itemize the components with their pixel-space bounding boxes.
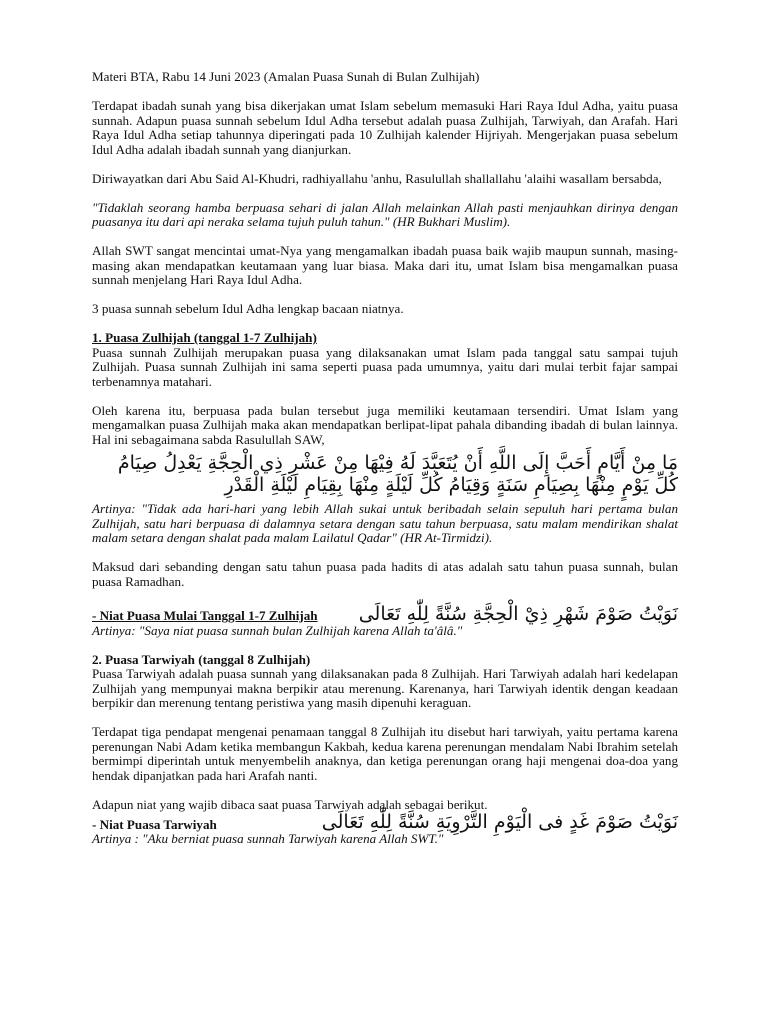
intro-paragraph-1: Terdapat ibadah sunah yang bisa dikerjakan umat Islam sebelum memasuki Hari Raya Idul Adha, yaitu puasa sunnah. Adapun puasa sunnah sebelum Idul Adha tersebut adalah puasa Zulhijah, Tarwiyah, dan Arafah. Hari Raya Idul Adha setiap tahunnya diperingati pada 10 Zulhijah kalender Hijriyah. Mengerjakan puasa sebelum Idul Adha adalah ibadah sunnah yang dianjurkan.: [92, 98, 678, 157]
section-1-paragraph-2: Oleh karena itu, berpuasa pada bulan tersebut juga memiliki keutamaan tersendiri. Umat Islam yang mengamalkan puasa Zulhijah maka akan mendapatkan berlipat-lipat pahala dibanding ibadah di bulan lainnya. Hal ini sebagaimana sabda Rasulullah SAW,: [92, 402, 678, 447]
section-1-heading: 1. Puasa Zulhijah (tanggal 1-7 Zulhijah): [92, 330, 317, 345]
section-1-translation: Artinya: "Tidak ada hari-hari yang lebih Allah sukai untuk beribadah selain sepuluh hari pertama bulan Zulhijah, satu hari berpuasa di dalamnya setara dengan satu tahun berpuasa, satu malam mendirikan shalat malam setara dengan shalat pada malam Lailatul Qadar" (HR At-Tirmidzi).: [92, 501, 678, 545]
section-2-paragraph-1: Puasa Tarwiyah adalah puasa sunnah yang dilaksanakan pada 8 Zulhijah. Hari Tarwiyah adalah hari kedelapan Zulhijah yang mempunyai makna berpikir atau merenung. Karenanya, hari Tarwiyah identik dengan keadaan berpikir dan merenung tentang peristiwa yang masih dipenuhi keraguan.: [92, 666, 678, 710]
section-2-paragraph-3: Adapun niat yang wajib dibaca saat puasa Tarwiyah adalah sebagai berikut.: [92, 796, 488, 812]
hadith-quote: "Tidaklah seorang hamba berpuasa sehari di jalan Allah melainkan Allah pasti menjauhkan dirinya dengan puasanya itu dari api neraka selama tujuh puluh tahun." (HR Bukhari Muslim).: [92, 199, 678, 229]
niat-tarwiyah-translation: Artinya : "Aku berniat puasa sunnah Tarwiyah karena Allah SWT.": [92, 831, 444, 846]
section-2-heading: 2. Puasa Tarwiyah (tanggal 8 Zulhijah): [92, 651, 311, 667]
niat-tarwiyah-arabic: نَوَيْتُ صَوْمَ غَدٍ فى الْيَوْمِ التَّرْوِيَةِ سُنَّةً لِلّٰهِ تَعَالَى: [321, 811, 678, 833]
document-title: Materi BTA, Rabu 14 Juni 2023 (Amalan Puasa Sunah di Bulan Zulhijah): [92, 69, 480, 84]
niat-zulhijah-arabic: نَوَيْتُ صَوْمَ شَهْرِ ذِيْ الْحِجَّةِ سُنَّةً لِلّٰهِ تَعَالَى: [358, 602, 678, 625]
document-page: [92, 70, 678, 847]
intro-paragraph-2: Diriwayatkan dari Abu Said Al-Khudri, radhiyallahu 'anhu, Rasulullah shallallahu 'alaihi wasallam bersabda,: [92, 170, 662, 186]
section-1-paragraph-3: Maksud dari sebanding dengan satu tahun puasa pada hadits di atas adalah satu tahun puasa sunnah, bulan puasa Ramadhan.: [92, 559, 678, 589]
niat-zulhijah-translation: Artinya: "Saya niat puasa sunnah bulan Zulhijah karena Allah ta'âlâ.": [92, 622, 463, 638]
section-1-paragraph-1: Puasa sunnah Zulhijah merupakan puasa yang dilaksanakan umat Islam pada tanggal satu sampai tujuh Zulhijah. Puasa sunnah Zulhijah ini sama seperti puasa pada umumnya, yaitu dari mulai terbit fajar sampai terbenamnya matahari.: [92, 344, 678, 389]
niat-zulhijah-heading: - Niat Puasa Mulai Tanggal 1-7 Zulhijah: [92, 608, 318, 623]
intro-paragraph-4: 3 puasa sunnah sebelum Idul Adha lengkap bacaan niatnya.: [92, 301, 404, 316]
niat-tarwiyah-heading: - Niat Puasa Tarwiyah: [92, 816, 217, 832]
arabic-hadith: مَا مِنْ أَيَّامٍ أَحَبَّ إِلَى اللَّهِ أَنْ يُتَعَبَّدَ لَهُ فِيْهَا مِنْ عَشْرِ ذِي الْحِجَّةِ يَعْدِلُ صِيَامُ كُلِّ يَوْمٍ مِنْهَا بِصِيَامِ سَنَةٍ وَقِيَامُ كُلِّ لَيْلَةٍ مِنْهَا بِقِيَامِ لَيْلَةِ الْقَدْرِ: [117, 452, 678, 496]
intro-paragraph-3: Allah SWT sangat mencintai umat-Nya yang mengamalkan ibadah puasa baik wajib maupun sunnah, masing-masing akan mendapatkan keutamaan yang luar biasa. Maka dari itu, umat Islam bisa mengamalkan puasa sunnah menjelang Hari Raya Idul Adha.: [92, 243, 678, 287]
niat-zulhijah-row: [92, 604, 678, 624]
niat-tarwiyah-row: [92, 812, 678, 832]
section-2-paragraph-2: Terdapat tiga pendapat mengenai penamaan tanggal 8 Zulhijah itu disebut hari tarwiyah, yaitu pertama karena perenungan Nabi Adam ketika membangun Kakbah, kedua karena perenungan mendalam Nabi Ibrahim setelah bermimpi diperintah untuk menyembelih anaknya, dan ketiga perenungan orang haji mengenai doa-doa yang hendak dipanjatkan pada hari Arafah nanti.: [92, 724, 678, 783]
